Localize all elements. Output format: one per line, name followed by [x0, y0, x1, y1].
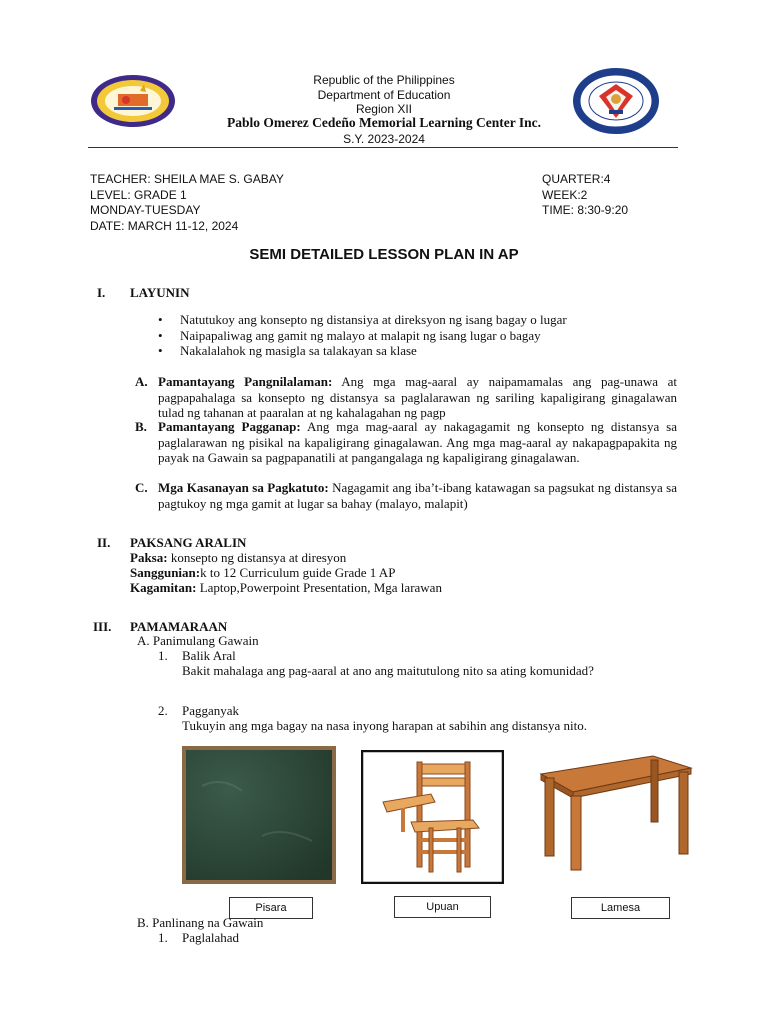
paksa-label: Paksa:: [130, 550, 168, 565]
kagamitan-label: Kagamitan:: [130, 580, 197, 595]
meta-right: [542, 172, 628, 219]
meta-week: WEEK:2: [542, 187, 588, 202]
paksa-line: [130, 550, 346, 566]
section-2-title: PAKSANG ARALIN: [130, 535, 247, 550]
page-title: SEMI DETAILED LESSON PLAN IN AP: [249, 246, 519, 263]
kagamitan-line: [130, 580, 442, 596]
header-school-year: S.Y. 2023-2024: [343, 132, 425, 146]
meta-level: LEVEL: GRADE 1: [90, 187, 187, 202]
panlinang-na-gawain: B. Panlinang na Gawain: [137, 915, 264, 930]
section-1-number: I.: [97, 285, 106, 300]
header-region: Region XII: [355, 102, 413, 116]
standard-a-text: Ang mga mag-aaral ay naipamamalas ang pag-unawa at pagpapahalaga sa konsepto ng distansya sa paglalarawan ng sariling kapaligirang ginagalawan tulad ng tahanan at paaralan at ng kahalagahan ng pagp: [158, 374, 677, 420]
section-3-title: PAMAMARAAN: [130, 619, 228, 634]
pagganyak-instruction: Tukuyin ang mga bagay na nasa inyong harapan at sabihin ang distansya nito.: [182, 718, 587, 733]
standard-a-title: Pamantayang Pangnilalaman:: [158, 374, 333, 389]
table-image: [533, 746, 697, 872]
section-3-number: III.: [93, 619, 112, 634]
standard-b-label: B.: [135, 419, 147, 434]
caption-pisara: Pisara: [229, 897, 313, 919]
objective-item: • Nakalalahok ng masigla sa talakayan sa klase: [158, 343, 567, 359]
header-divider: [88, 147, 678, 148]
section-2-number: II.: [97, 535, 111, 550]
caption-lamesa: Lamesa: [571, 897, 670, 919]
meta-days: MONDAY-TUESDAY: [90, 203, 201, 217]
standard-c: [135, 480, 677, 511]
standard-c-title: Mga Kasanayan sa Pagkatuto:: [158, 480, 329, 495]
meta-quarter: QUARTER:4: [542, 172, 611, 186]
standard-a: [135, 374, 677, 421]
standard-c-label: C.: [135, 480, 148, 495]
meta-teacher: TEACHER: SHEILA MAE S. GABAY: [90, 172, 284, 186]
meta-time: TIME: 8:30-9:20: [542, 203, 629, 217]
meta-left: [90, 172, 284, 234]
chalkboard-image: [182, 746, 336, 884]
sanggunian-value: k to 12 Curriculum guide Grade 1 AP: [200, 565, 396, 580]
standard-b: [135, 419, 677, 466]
standard-a-label: A.: [135, 374, 148, 389]
kagamitan-value: Laptop,Powerpoint Presentation, Mga larawan: [196, 580, 442, 595]
step-1-number: 1.: [158, 648, 168, 663]
balik-aral-title: Balik Aral: [182, 648, 236, 663]
paksa-value: konsepto ng distansya at diresyon: [167, 550, 347, 565]
objective-item: • Naipapaliwag ang gamit ng malayo at malapit ng isang lugar o bagay: [158, 328, 567, 344]
paglalahad-title: Paglalahad: [182, 930, 240, 945]
section-1-title: LAYUNIN: [130, 285, 190, 300]
meta-date: DATE: MARCH 11-12, 2024: [90, 218, 239, 233]
header-department: Department of Education: [317, 88, 451, 102]
pagganyak-title: Pagganyak: [182, 703, 240, 718]
header-school-name: Pablo Omerez Cedeño Memorial Learning Center Inc.: [226, 115, 542, 130]
sanggunian-label: Sanggunian:: [130, 565, 201, 580]
caption-upuan: Upuan: [394, 896, 491, 918]
step-2-number: 2.: [158, 703, 168, 718]
school-chair-image: [361, 750, 504, 884]
standard-b-title: Pamantayang Pagganap:: [158, 419, 301, 434]
objectives-list: [158, 312, 567, 359]
panimulang-gawain: A. Panimulang Gawain: [137, 633, 259, 648]
standard-c-text: Nagagamit ang iba’t-ibang katawagan sa pagsukat ng distansya sa pagtukoy ng mga gamit at lugar sa bahay (malayo, malapit): [158, 480, 677, 511]
header-republic: Republic of the Philippines: [313, 73, 455, 87]
sanggunian-line: [130, 565, 395, 581]
standard-b-text: Ang mga mag-aaral ay nakagagamit ng konsepto ng distansya sa paglalarawan ng pisikal na kapaligirang ginagalawan. Ang mga mag-aaral ay nakapagpapakita ng payak na Gawain sa pagpapanatili at pangangalaga ng kapaligirang ginagalawan.: [158, 419, 677, 465]
step-b1-number: 1.: [158, 930, 168, 945]
balik-aral-question: Bakit mahalaga ang pag-aaral at ano ang maitutulong nito sa ating komunidad?: [182, 663, 594, 678]
objective-item: • Natutukoy ang konsepto ng distansiya at direksyon ng isang bagay o lugar: [158, 312, 567, 328]
